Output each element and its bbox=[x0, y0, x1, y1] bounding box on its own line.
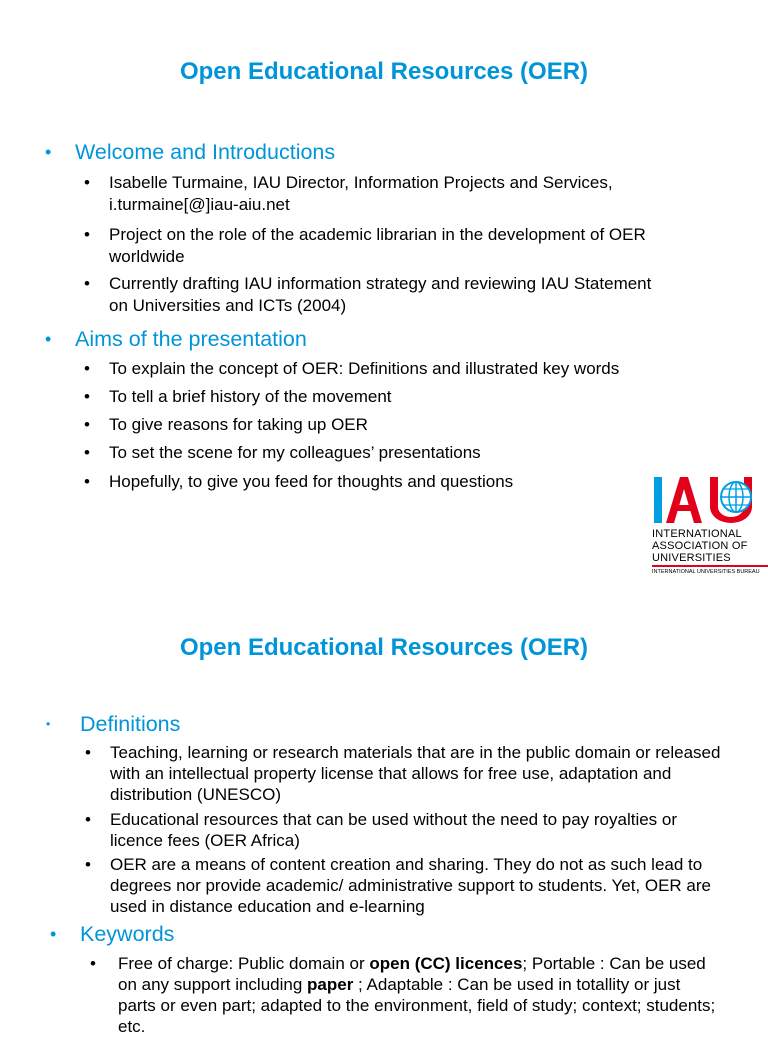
slide-title: Open Educational Resources (OER) bbox=[179, 634, 589, 661]
iau-logo-mark bbox=[652, 475, 768, 527]
list-item-text: To tell a brief history of the movement bbox=[109, 387, 392, 406]
bullet-icon: • bbox=[84, 225, 90, 244]
keyword-text: ; Portable : Can be used on any support including bbox=[118, 954, 706, 994]
list-item bbox=[84, 172, 709, 216]
slide-title: Open Educational Resources (OER) bbox=[179, 58, 589, 85]
bullet-icon: • bbox=[85, 743, 91, 762]
section-heading-text: Welcome and Introductions bbox=[75, 140, 336, 164]
logo-line: INTERNATIONAL bbox=[652, 528, 742, 540]
section-heading bbox=[50, 921, 175, 947]
list-item bbox=[84, 414, 709, 436]
logo-rule bbox=[652, 565, 768, 567]
list-item-text: To give reasons for taking up OER bbox=[109, 415, 368, 434]
list-item bbox=[84, 386, 709, 408]
logo-line: ASSOCIATION OF bbox=[652, 540, 748, 552]
iau-logo bbox=[652, 475, 768, 577]
keyword-bold-text: open (CC) licences bbox=[369, 954, 523, 973]
bullet-icon: • bbox=[84, 415, 90, 434]
section-heading bbox=[46, 711, 181, 737]
bullet-icon: • bbox=[90, 954, 96, 973]
bullet-icon: • bbox=[84, 443, 90, 462]
keyword-text: ; Adaptable : Can be used in totallity or just parts or even part; adapted to the environment, field of study; context; students; etc. bbox=[118, 975, 716, 1036]
list-item bbox=[90, 953, 718, 1037]
section-heading bbox=[45, 326, 307, 352]
list-item bbox=[85, 742, 730, 805]
keyword-bold-text: paper bbox=[307, 975, 354, 994]
list-item-text: Isabelle Turmaine, IAU Director, Information Projects and Services, i.turmaine[@]iau-aiu.net bbox=[109, 173, 613, 214]
list-item bbox=[84, 442, 709, 464]
bullet-icon: • bbox=[85, 855, 91, 874]
bullet-icon: • bbox=[46, 717, 51, 731]
list-item bbox=[84, 358, 749, 380]
list-item-text: Teaching, learning or research materials that are in the public domain or released with an intellectual property license that allows for free use, adaptation and distribution (UNESCO) bbox=[110, 743, 721, 804]
keyword-text: Free of charge: Public domain or bbox=[118, 954, 370, 973]
list-item bbox=[84, 471, 629, 493]
bullet-icon: • bbox=[84, 472, 90, 491]
section-heading-text: Keywords bbox=[80, 922, 175, 946]
bullet-icon: • bbox=[50, 924, 57, 944]
list-item-text: OER are a means of content creation and sharing. They do not as such lead to degrees nor provide academic/ administrative support to students. Yet, OER are used in distance education and e-learning bbox=[110, 855, 711, 916]
bullet-icon: • bbox=[45, 329, 52, 349]
list-item-text: To explain the concept of OER: Definitions and illustrated key words bbox=[109, 359, 620, 378]
bullet-icon: • bbox=[45, 142, 52, 162]
section-heading-text: Definitions bbox=[80, 712, 181, 736]
bullet-icon: • bbox=[84, 387, 90, 406]
list-item-text: Project on the role of the academic librarian in the development of OER worldwide bbox=[109, 225, 646, 266]
logo-line: INTERNATIONAL UNIVERSITIES BUREAU bbox=[652, 569, 760, 575]
section-heading-text: Aims of the presentation bbox=[75, 327, 307, 351]
list-item bbox=[85, 854, 730, 917]
list-item-text: To set the scene for my colleagues’ presentations bbox=[109, 443, 481, 462]
logo-line: UNIVERSITIES bbox=[652, 552, 731, 564]
slide-2 bbox=[0, 576, 768, 1036]
list-item-text: Hopefully, to give you feed for thoughts and questions bbox=[109, 472, 514, 491]
list-item bbox=[85, 809, 690, 851]
section-heading bbox=[45, 139, 336, 165]
bullet-icon: • bbox=[85, 810, 91, 829]
list-item bbox=[84, 273, 669, 317]
bullet-icon: • bbox=[84, 274, 90, 293]
list-item-text: Educational resources that can be used without the need to pay royalties or licence fees (OER Africa) bbox=[110, 810, 678, 850]
list-item-text: Currently drafting IAU information strategy and reviewing IAU Statement on Universities and ICTs (2004) bbox=[109, 274, 652, 315]
bullet-icon: • bbox=[84, 173, 90, 192]
bullet-icon: • bbox=[84, 359, 90, 378]
list-item bbox=[84, 224, 709, 268]
